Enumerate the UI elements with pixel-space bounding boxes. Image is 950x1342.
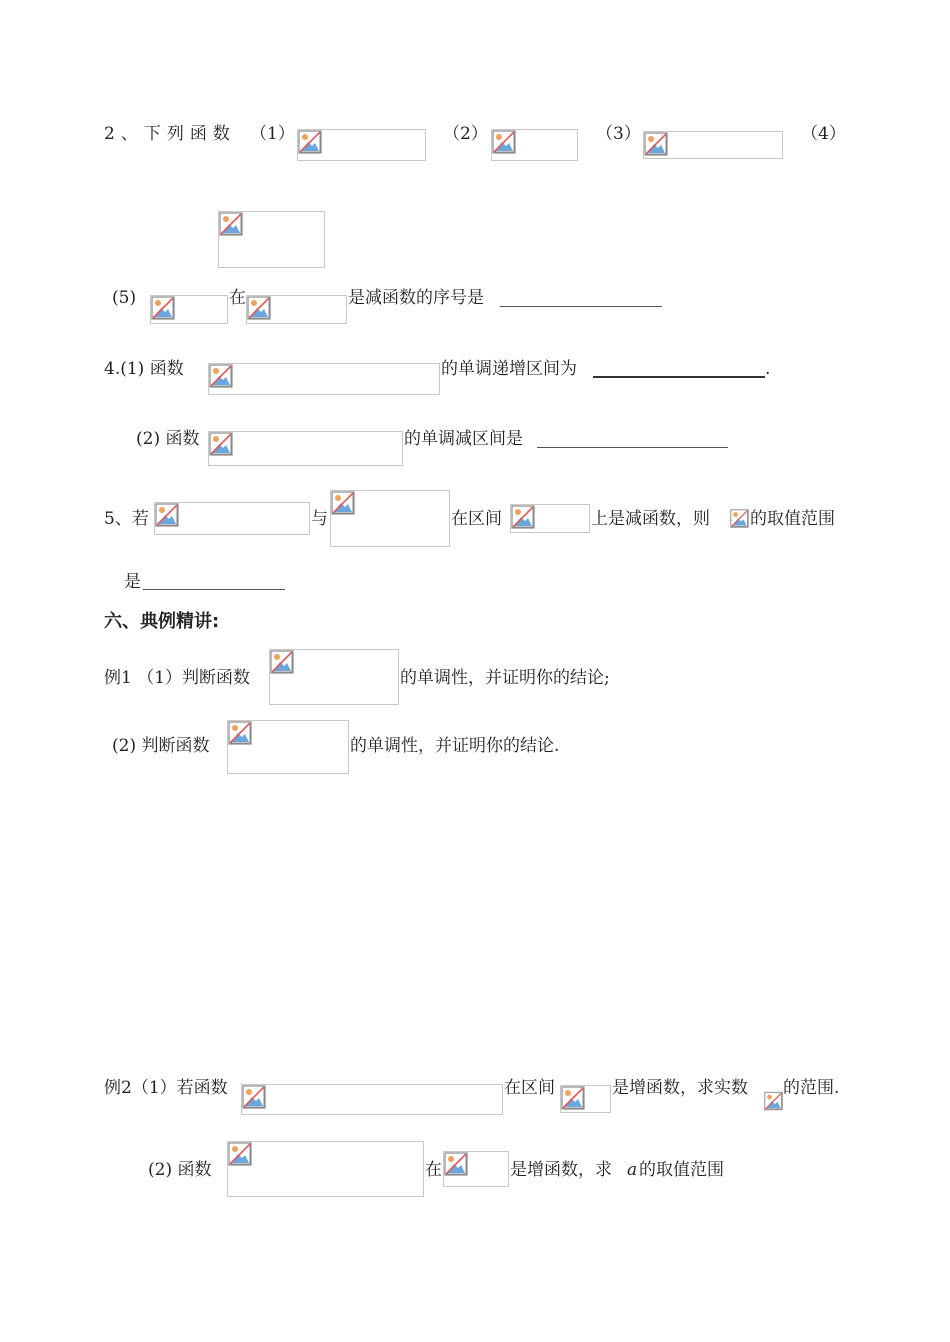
formula-image	[510, 504, 590, 533]
question-2-label: 2、下列函数	[104, 124, 236, 144]
broken-image-icon	[270, 650, 294, 674]
formula-image	[764, 1090, 783, 1112]
formula-image	[297, 129, 426, 161]
q5-interval-text: 在区间	[451, 509, 502, 529]
item-number-2: （2）	[443, 124, 488, 144]
formula-image	[218, 211, 325, 268]
q2-tail-text: 是减函数的序号是	[348, 288, 484, 308]
broken-image-icon	[247, 296, 271, 320]
formula-image	[443, 1151, 509, 1187]
broken-image-icon	[151, 296, 175, 320]
broken-image-icon	[242, 1085, 266, 1109]
example-2-2-zai: 在	[425, 1160, 442, 1180]
answer-blank	[537, 447, 728, 448]
example-1-2-tail: 的单调性，并证明你的结论.	[350, 736, 560, 756]
period-text: .	[765, 359, 771, 379]
question-4-1-label: 4.(1) 函数	[104, 359, 184, 379]
variable-a: a	[627, 1160, 638, 1180]
item-number-5: (5)	[112, 288, 137, 308]
item-number-4: （4）	[801, 124, 846, 144]
formula-image	[208, 431, 403, 466]
broken-image-icon	[492, 130, 516, 154]
broken-image-icon	[155, 503, 179, 527]
formula-image	[246, 295, 347, 324]
formula-image	[491, 129, 578, 161]
section-title: 六、典例精讲:	[104, 611, 220, 632]
formula-image	[269, 649, 399, 705]
broken-image-icon	[209, 364, 233, 388]
formula-image	[154, 502, 310, 535]
example-1-1-tail: 的单调性，并证明你的结论;	[400, 668, 610, 688]
formula-image	[227, 720, 349, 774]
example-2-1-zai: 在区间	[504, 1078, 555, 1098]
formula-image	[150, 295, 228, 324]
broken-image-icon	[298, 130, 322, 154]
broken-image-icon	[764, 1090, 783, 1112]
q5-shi-text: 是	[124, 572, 141, 592]
example-2-2-label: (2) 函数	[148, 1160, 212, 1180]
example-2-2-tail: 的取值范围	[639, 1160, 724, 1180]
answer-blank	[143, 589, 285, 590]
question-4-2-label: (2) 函数	[136, 429, 200, 449]
formula-image	[227, 1141, 424, 1197]
example-1-1-label: 例1 （1）判断函数	[104, 668, 251, 688]
example-2-1-tail: 的范围.	[783, 1078, 840, 1098]
broken-image-icon	[644, 132, 668, 156]
item-number-1: （1）	[250, 124, 295, 144]
formula-image	[208, 363, 440, 395]
broken-image-icon	[228, 1142, 252, 1166]
broken-image-icon	[209, 432, 233, 456]
answer-blank	[593, 376, 765, 378]
broken-image-icon	[219, 212, 243, 236]
question-5-label: 5、若	[104, 509, 149, 529]
example-2-1-mid: 是增函数，求实数	[612, 1078, 748, 1098]
formula-image	[330, 490, 450, 547]
q2-zai-text: 在	[229, 288, 246, 308]
broken-image-icon	[511, 505, 535, 529]
broken-image-icon	[730, 509, 749, 528]
broken-image-icon	[444, 1152, 468, 1176]
example-1-2-label: (2) 判断函数	[112, 736, 210, 756]
formula-image	[730, 509, 749, 528]
formula-image	[241, 1084, 503, 1115]
question-4-2-tail: 的单调减区间是	[404, 429, 523, 449]
q5-yu-text: 与	[311, 509, 328, 529]
example-2-1-label: 例2（1）若函数	[104, 1078, 228, 1098]
broken-image-icon	[561, 1086, 585, 1110]
broken-image-icon	[331, 491, 355, 515]
item-number-3: （3）	[596, 124, 641, 144]
q5-tail-text: 的取值范围	[750, 509, 835, 529]
example-2-2-mid: 是增函数，求	[510, 1160, 612, 1180]
formula-image	[560, 1085, 611, 1113]
q5-mid-text: 上是减函数，则	[591, 509, 710, 529]
question-4-1-tail: 的单调递增区间为	[441, 359, 577, 379]
broken-image-icon	[228, 721, 252, 745]
answer-blank	[500, 306, 662, 307]
formula-image	[643, 131, 783, 159]
